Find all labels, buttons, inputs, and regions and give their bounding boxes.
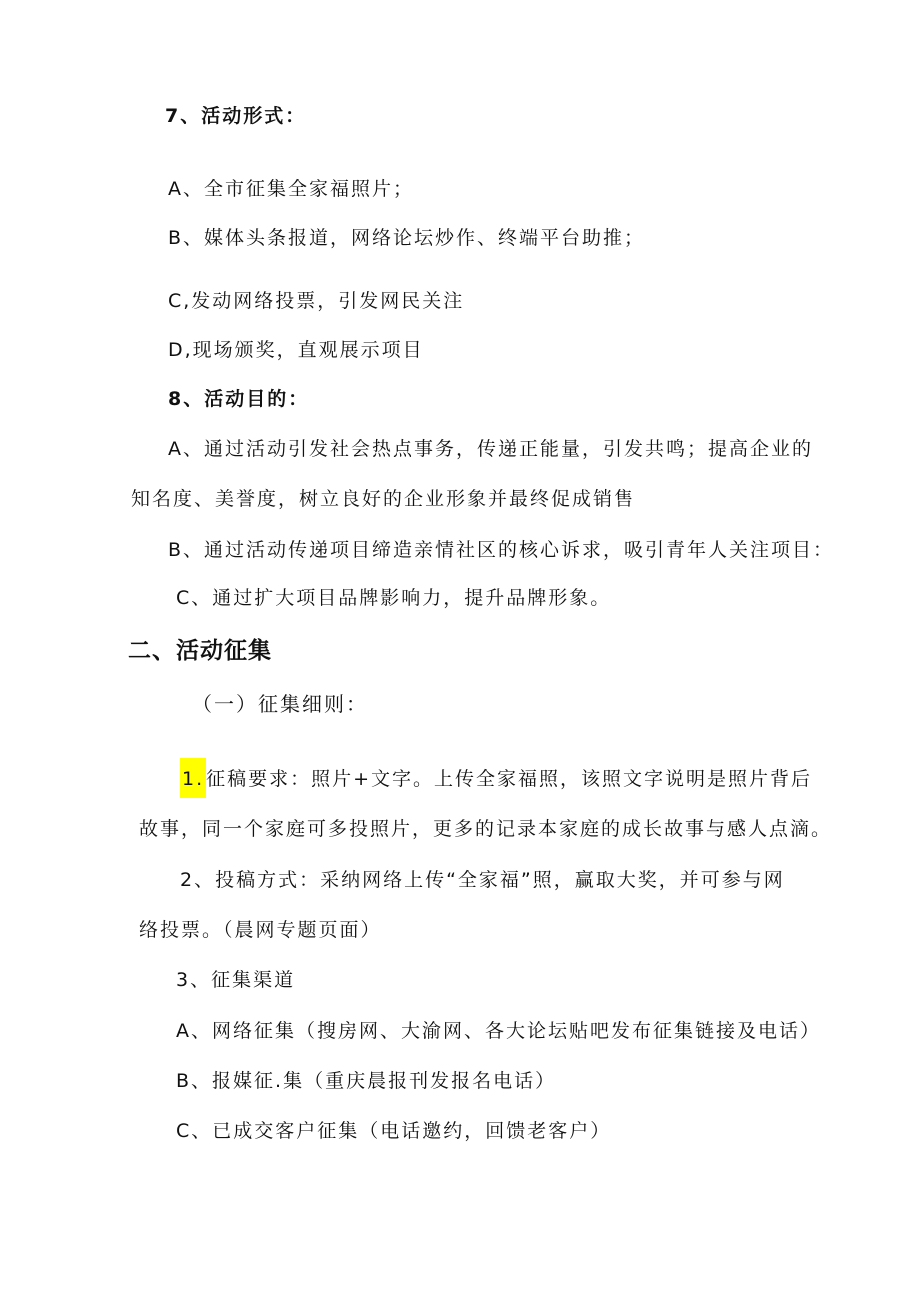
section-7-item-c: C,发动网络投票，引发网民关注	[168, 290, 465, 312]
rule-3-item-c: C、已成交客户征集（电话邀约，回馈老客户）	[176, 1120, 612, 1142]
rule-1-line1	[180, 765, 812, 793]
section-8-item-b: B、通过活动传递项目缔造亲情社区的核心诉求，吸引青年人关注项目：	[168, 539, 835, 561]
section-8-title: 8、活动目的：	[168, 388, 310, 410]
rule-3-item-b: B、报媒征.集（重庆晨报刊发报名电话）	[176, 1070, 557, 1092]
section-7-title: 7、活动形式：	[165, 105, 307, 127]
rule-2-line1: 2、投稿方式：采纳网络上传“全家福”照，赢取大奖，并可参与网	[180, 869, 785, 891]
rule-1-line2: 故事，同一个家庭可多投照片，更多的记录本家庭的成长故事与感人点滴。	[139, 818, 833, 840]
section-8-item-a-line2: 知名度、美誉度，树立良好的企业形象并最终促成销售	[131, 488, 636, 510]
rule-1-text: 征稿要求：照片+文字。上传全家福照，该照文字说明是照片背后	[206, 768, 813, 790]
part-2-subheading: （一）征集细则：	[192, 692, 368, 716]
rule-3-item-a: A、网络征集（搜房网、大渝网、各大论坛贴吧发布征集链接及电话）	[176, 1020, 821, 1042]
rule-3-title: 3、征集渠道	[176, 969, 296, 991]
section-8-item-a-line1: A、通过活动引发社会热点事务，传递正能量，引发共鸣；提高企业的	[168, 438, 813, 460]
section-7-item-b: B、媒体头条报道，网络论坛炒作、终端平台助推；	[168, 227, 646, 249]
section-7-item-d: D,现场颁奖，直观展示项目	[168, 339, 424, 361]
part-2-heading: 二、活动征集	[128, 638, 272, 664]
rule-2-line2: 络投票。（晨网专题页面）	[139, 919, 382, 941]
section-8-item-c: C、通过扩大项目品牌影响力，提升品牌形象。	[176, 587, 612, 609]
rule-1-number-highlight: 1.	[180, 758, 206, 798]
section-7-item-a: A、全市征集全家福照片；	[168, 178, 414, 200]
